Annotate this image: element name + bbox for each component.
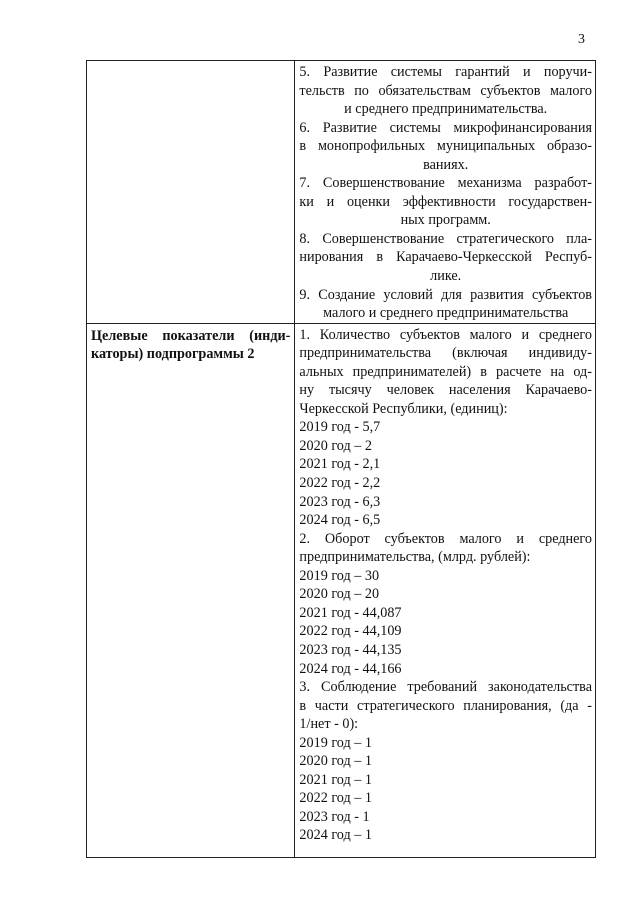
text-line: 8. Совершенствование стратегического пла- <box>299 230 592 247</box>
text-line: ваниях. <box>423 156 469 173</box>
text-line: предпринимательства (включая индивиду- <box>299 345 592 362</box>
indicators-text-block <box>299 326 592 845</box>
text-line: 2024 год - 44,166 <box>299 660 402 677</box>
text-line: 2019 год – 1 <box>299 734 372 751</box>
text-line: 2021 год - 2,1 <box>299 456 381 473</box>
text-line: 2023 год - 6,3 <box>299 493 381 510</box>
text-line: нирования в Карачаево-Черкесской Респуб- <box>299 249 592 266</box>
text-line: 3. Соблюдение требований законодательства <box>299 679 592 696</box>
text-line: 2023 год - 44,135 <box>299 641 402 658</box>
text-line: в монопрофильных муниципальных образо- <box>299 138 592 155</box>
text-line: 2024 год - 6,5 <box>299 512 381 529</box>
text-line: 2022 год - 2,2 <box>299 475 381 492</box>
text-line: 2020 год – 2 <box>299 437 372 454</box>
row-label-indicators <box>87 323 295 857</box>
text-line: 2022 год - 44,109 <box>299 623 402 640</box>
text-line: 6. Развитие системы микрофинансирования <box>299 119 592 136</box>
indicators-label-line-2: каторы) подпрограммы 2 <box>91 346 255 363</box>
text-line: альных предпринимателей) в расчете на од- <box>299 363 592 380</box>
text-line: тельств по обязательствам субъектов малого <box>299 82 592 99</box>
row-content-indicators <box>295 323 596 857</box>
text-line: 1. Количество субъектов малого и среднего <box>299 326 592 343</box>
tasks-text-block <box>299 63 592 323</box>
text-line: в части стратегического планирования, (да - <box>299 697 592 714</box>
text-line: 2019 год – 30 <box>299 567 380 584</box>
text-line: Черкесской Республики, (единиц): <box>299 400 508 417</box>
text-line: 1/нет - 0): <box>299 716 359 733</box>
text-line: 2021 год - 44,087 <box>299 604 402 621</box>
text-line: ки и оценки эффективности государствен- <box>299 193 592 210</box>
row-content-tasks <box>295 61 596 324</box>
text-line: лике. <box>430 268 462 285</box>
table-row-tasks <box>87 61 596 324</box>
text-line: 5. Развитие системы гарантий и поручи- <box>299 64 592 80</box>
text-line: малого и среднего предпринимательства <box>323 305 569 322</box>
text-line: ных программ. <box>400 212 491 229</box>
text-line: 2. Оборот субъектов малого и среднего <box>299 530 592 547</box>
indicators-label-line-1: Целевые показатели (инди- <box>91 327 291 344</box>
text-line: 2020 год – 20 <box>299 586 380 603</box>
text-line: ну тысячу человек населения Карачаево- <box>299 382 592 399</box>
table-row-indicators <box>87 323 596 857</box>
text-line: 9. Создание условий для развития субъектов <box>299 286 592 303</box>
row-label-empty <box>87 61 295 324</box>
text-line: и среднего предпринимательства. <box>344 101 548 118</box>
page-number: 3 <box>578 32 585 47</box>
text-line: 2022 год – 1 <box>299 790 372 807</box>
document-table <box>86 60 596 858</box>
text-line: 2021 год – 1 <box>299 771 372 788</box>
text-line: предпринимательства, (млрд. рублей): <box>299 549 531 566</box>
text-line: 2020 год – 1 <box>299 753 372 770</box>
text-line: 2024 год – 1 <box>299 827 372 844</box>
text-line: 7. Совершенствование механизма разработ- <box>299 175 592 192</box>
text-line: 2023 год - 1 <box>299 808 370 825</box>
text-line: 2019 год - 5,7 <box>299 419 381 436</box>
